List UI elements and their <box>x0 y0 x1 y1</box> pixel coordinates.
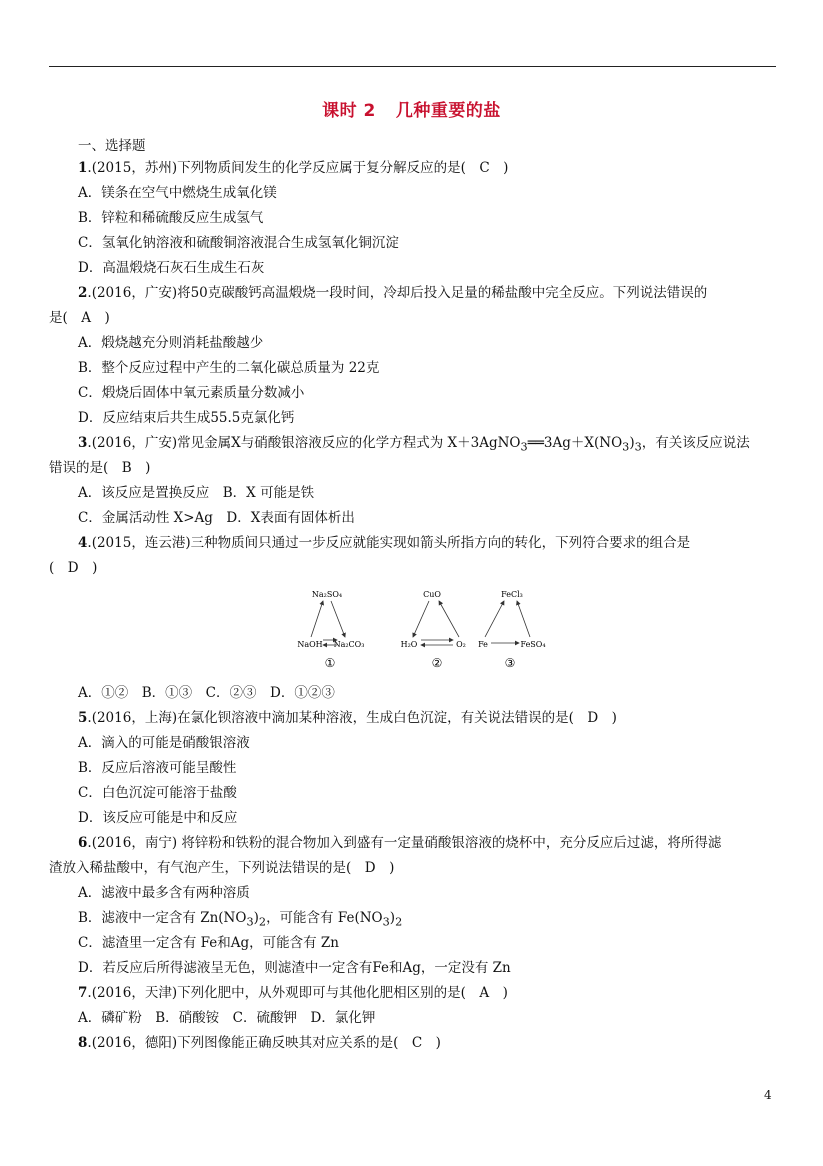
question-4-stem-continued: ( D ) <box>49 560 98 576</box>
g3-left-label: Fe <box>478 640 488 649</box>
g3-number: ③ <box>504 656 516 670</box>
diagram-group-2 <box>401 590 466 670</box>
question-1-option-a: A．镁条在空气中燃烧生成氧化镁 <box>78 185 277 201</box>
g3-right-label: FeSO₄ <box>520 640 546 649</box>
g3-top-label: FeCl₃ <box>501 590 523 599</box>
question-6-option-c: C．滤渣里一定含有 Fe和Ag，可能含有 Zn <box>78 935 339 951</box>
question-4-stem: 4.(2015，连云港)三种物质间只通过一步反应就能实现如箭头所指方向的转化，下列符合要求的组合是 <box>78 535 691 551</box>
question-6-option-b: B．滤液中一定含有 $Zn(NO_3)_2$，可能含有 $Fe(NO_3)_2$ <box>78 910 403 929</box>
question-5-option-b: B．反应后溶液可能呈酸性 <box>78 760 237 776</box>
g1-top-label: Na₂SO₄ <box>311 590 343 599</box>
question-5-option-a: A．滴入的可能是硝酸银溶液 <box>78 735 250 751</box>
question-3-stem-continued: 错误的是( B ) <box>49 460 151 476</box>
page-number: 4 <box>764 1088 772 1102</box>
question-1-stem: 1.(2015，苏州)下列物质间发生的化学反应属于复分解反应的是( C ) <box>78 160 509 176</box>
question-2-option-d: D．反应结束后共生成55.5克氯化钙 <box>78 410 295 426</box>
question-6-option-d: D．若反应后所得滤液呈无色，则滤渣中一定含有Fe和Ag，一定没有 Zn <box>78 960 511 976</box>
lesson-number: 课时 2 <box>322 101 376 121</box>
diagram-group-3 <box>478 590 545 670</box>
question-7-stem: 7.(2016，天津)下列化肥中，从外观即可与其他化肥相区别的是( A ) <box>78 985 508 1001</box>
g1-number: ① <box>324 656 336 670</box>
g2-left-label: H₂O <box>400 640 418 649</box>
question-6-stem-continued: 渣放入稀盐酸中，有气泡产生，下列说法错误的是( D ) <box>49 860 395 876</box>
section-heading: 一、选择题 <box>78 138 146 154</box>
g1-right-label: Na₂CO₃ <box>333 640 365 649</box>
question-3-stem: 3.(2016，广安)常见金属X与硝酸银溶液反应的化学方程式为 $X+3AgNO_3══3Ag+X(NO_3)_3$，有关该反应说法 <box>78 435 750 454</box>
g2-top-label: CuO <box>423 590 441 599</box>
g1-left-label: NaOH <box>297 640 323 649</box>
question-4-options: A．①② B．①③ C．②③ D．①②③ <box>78 685 335 701</box>
question-3-options-cd: C．金属活动性 X>Ag D．X表面有固体析出 <box>78 510 355 526</box>
question-8-stem: 8.(2016，德阳)下列图像能正确反映其对应关系的是( C ) <box>78 1035 441 1051</box>
question-6-stem: 6.(2016，南宁) 将锌粉和铁粉的混合物加入到盛有一定量硝酸银溶液的烧杯中，充分反应后过滤，将所得滤 <box>78 835 722 851</box>
question-7-options: A．磷矿粉 B．硝酸铵 C．硫酸钾 D．氯化钾 <box>78 1010 376 1026</box>
question-2-option-b: B．整个反应过程中产生的二氧化碳总质量为 22克 <box>78 360 380 376</box>
question-2-option-c: C．煅烧后固体中氧元素质量分数减小 <box>78 385 305 401</box>
page-title <box>0 96 823 121</box>
question-6-option-a: A．滤液中最多含有两种溶质 <box>78 885 250 901</box>
header-rule <box>49 66 776 67</box>
question-5-option-c: C．白色沉淀可能溶于盐酸 <box>78 785 237 801</box>
question-2-stem: 2.(2016，广安)将50克碳酸钙高温煅烧一段时间，冷却后投入足量的稀盐酸中完全反应。下列说法错误的 <box>78 285 708 301</box>
question-1-option-d: D．高温煅烧石灰石生成生石灰 <box>78 260 265 276</box>
question-3-options-ab: A．该反应是置换反应 B．X 可能是铁 <box>78 485 315 501</box>
g2-number: ② <box>431 656 443 670</box>
question-5-option-d: D．该反应可能是中和反应 <box>78 810 238 826</box>
lesson-title: 几种重要的盐 <box>395 101 501 121</box>
question-2-option-a: A．煅烧越充分则消耗盐酸越少 <box>78 335 264 351</box>
g2-right-label: O₂ <box>456 640 466 649</box>
conversion-diagram-svg <box>297 585 557 677</box>
question-1-option-c: C．氢氧化钠溶液和硫酸铜溶液混合生成氢氧化铜沉淀 <box>78 235 399 251</box>
question-1-option-b: B．锌粒和稀硫酸反应生成氢气 <box>78 210 264 226</box>
conversion-diagram <box>297 585 557 677</box>
question-5-stem: 5.(2016，上海)在氯化钡溶液中滴加某种溶液，生成白色沉淀，有关说法错误的是( D ) <box>78 710 617 726</box>
question-2-stem-continued: 是( A ) <box>49 310 110 326</box>
diagram-group-1 <box>297 590 364 670</box>
